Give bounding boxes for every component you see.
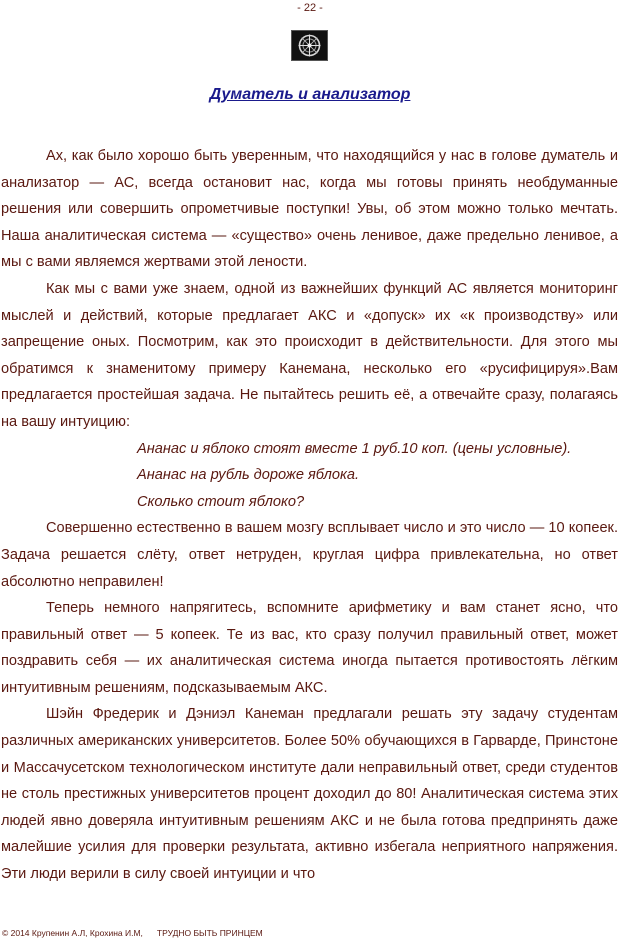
- chapter-title: Думатель и анализатор: [209, 86, 411, 103]
- chakra-wheel-icon: [291, 30, 328, 61]
- paragraph-5: Шэйн Фредерик и Дэниэл Канеман предлагали решать эту задачу студентам различных американских университетов. Более 50% обучающихся в Гарварде, Принстоне и Массачусетском технологическом институте дали неправильный ответ, среди студентов не столь престижных университетов процент доходил до 80! Аналитическая система этих людей явно доверяла интуитивным решениям АКС и не была готова предпринять даже малейшие усилия для проверки результата, активно избегала неприятного напряжения. Эти люди верили в силу своей интуиции и что: [1, 706, 618, 883]
- paragraph-2: Как мы с вами уже знаем, одной из важнейших функций АС является мониторинг мыслей и действий, которые предлагает АКС и «допуск» их «к производству» или запрещение оных. Посмотрим, как это происходит в действительности. Для этого мы обратимся к знаменитому примеру Канемана, несколько его «русифицируя».Вам предлагается простейшая задача. Не пытайтесь решить её, а отвечайте сразу, полагаясь на вашу интуицию:: [1, 280, 618, 430]
- paragraph-1: Ах, как было хорошо быть уверенным, что находящийся у нас в голове думатель и анализатор — АС, всегда остановит нас, когда мы готовы принять необдуманные решения или совершить опрометчивые поступки! Увы, об этом можно только мечтать. Наша аналитическая система — «существо» очень ленивое, даже предельно ленивое, а мы с вами являемся жертвами этой лености.: [1, 148, 618, 271]
- page-number: - 22 -: [297, 2, 323, 14]
- paragraph-4: Теперь немного напрягитесь, вспомните арифметику и вам станет ясно, что правильный ответ — 5 копеек. Те из вас, кто сразу получил правильный ответ, может поздравить себя — их аналитическая система иногда пытается противостоять лёгким интуитивным решениям, подсказываемым АКС.: [1, 600, 618, 696]
- paragraph-3: Совершенно естественно в вашем мозгу всплывает число и это число — 10 копеек. Задача решается слёту, ответ нетруден, круглая цифра привлекательна, но ответ абсолютно неправилен!: [1, 520, 618, 590]
- logo-graphic: [292, 31, 327, 60]
- footer-copyright: © 2014 Крупенин А.Л, Крохина И.М,: [2, 928, 143, 938]
- page-footer: [2, 928, 263, 938]
- body-text: [1, 143, 618, 888]
- problem-line-1: Ананас и яблоко стоят вместе 1 руб.10 коп. (цены условные).: [137, 440, 572, 457]
- problem-line-3: Сколько стоит яблоко?: [137, 493, 305, 510]
- footer-book-title: ТРУДНО БЫТЬ ПРИНЦЕМ: [156, 928, 263, 938]
- problem-line-2: Ананас на рубль дороже яблока.: [137, 467, 360, 484]
